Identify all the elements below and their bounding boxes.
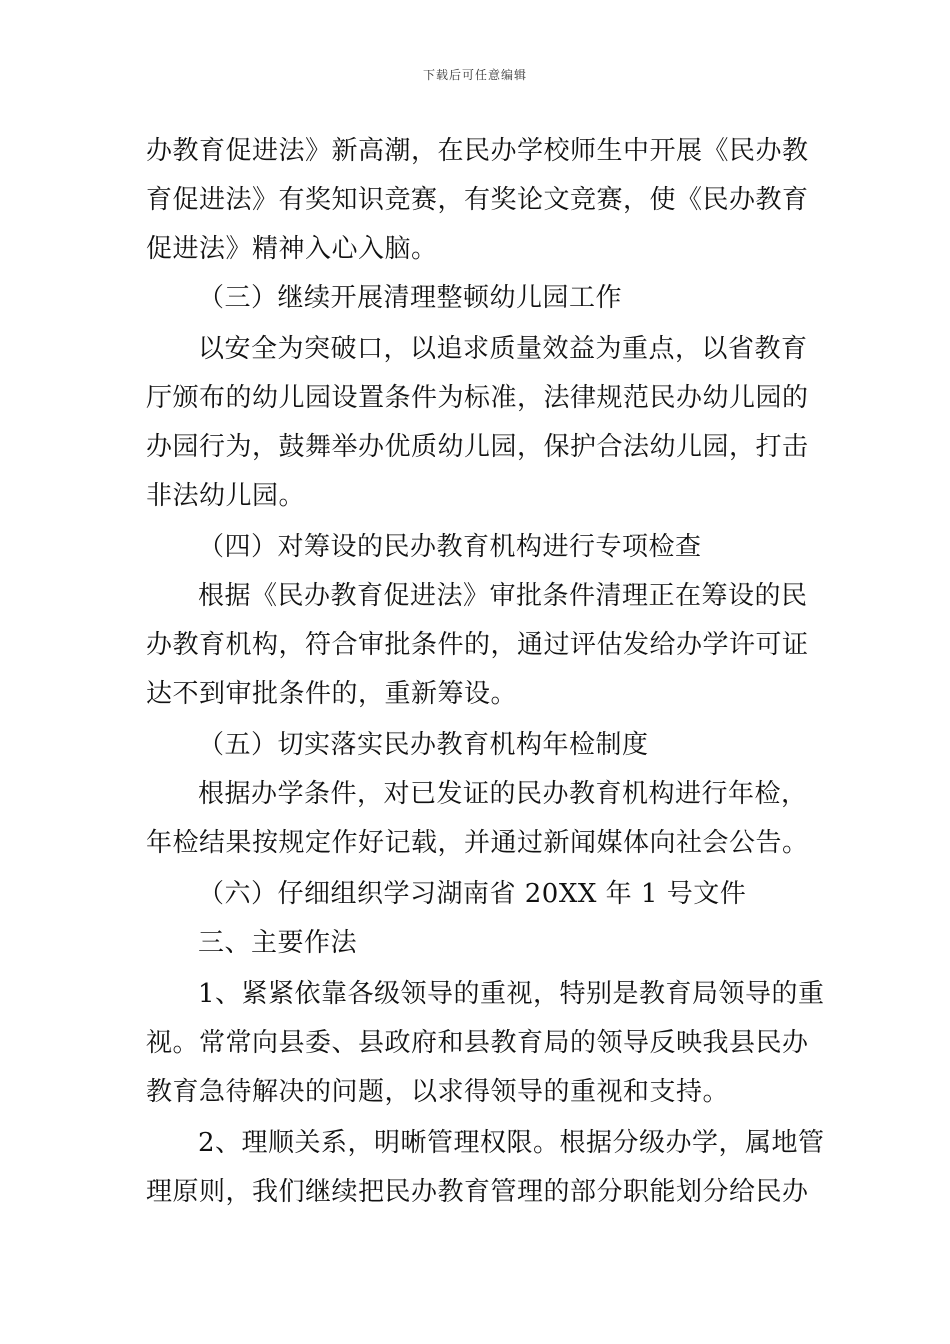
body-line: 厅颁布的幼儿园设置条件为标准，法律规范民办幼儿园的 [146, 383, 809, 413]
body-line: 办教育促进法》新高潮，在民办学校师生中开展《民办教 [146, 136, 809, 166]
body-line: 视。常常向县委、县政府和县教育局的领导反映我县民办 [146, 1028, 809, 1058]
body-line: 根据《民办教育促进法》审批条件清理正在筹设的民 [198, 581, 808, 611]
body-line: 教育急待解决的问题，以求得领导的重视和支持。 [146, 1077, 730, 1107]
section-heading: （三）继续开展清理整顿幼儿园工作 [198, 283, 623, 313]
body-line: 2、理顺关系，明晰管理权限。根据分级办学，属地管 [198, 1128, 825, 1158]
section-heading: （四）对筹设的民办教育机构进行专项检查 [198, 532, 702, 562]
body-line: 办园行为，鼓舞举办优质幼儿园，保护合法幼儿园，打击 [146, 432, 809, 462]
body-line: 非法幼儿园。 [146, 481, 306, 511]
section-heading: 三、主要作法 [198, 928, 358, 958]
body-line: 达不到审批条件的，重新筹设。 [146, 679, 518, 709]
body-line: 根据办学条件，对已发证的民办教育机构进行年检， [198, 779, 808, 809]
body-line: 年检结果按规定作好记载，并通过新闻媒体向社会公告。 [146, 828, 809, 858]
body-line: 1、紧紧依靠各级领导的重视，特别是教育局领导的重 [198, 979, 825, 1009]
body-line: 办教育机构，符合审批条件的，通过评估发给办学许可证 [146, 630, 809, 660]
body-line: 育促进法》有奖知识竞赛，有奖论文竞赛，使《民办教育 [146, 185, 809, 215]
section-heading: （五）切实落实民办教育机构年检制度 [198, 730, 649, 760]
body-line: 理原则，我们继续把民办教育管理的部分职能划分给民办 [146, 1177, 809, 1207]
section-heading: （六）仔细组织学习湖南省 20XX 年 1 号文件 [198, 879, 747, 909]
body-line: 促进法》精神入心入脑。 [146, 234, 438, 264]
page-header: 下载后可任意编辑 [422, 68, 527, 82]
body-line: 以安全为突破口，以追求质量效益为重点，以省教育 [198, 334, 808, 364]
